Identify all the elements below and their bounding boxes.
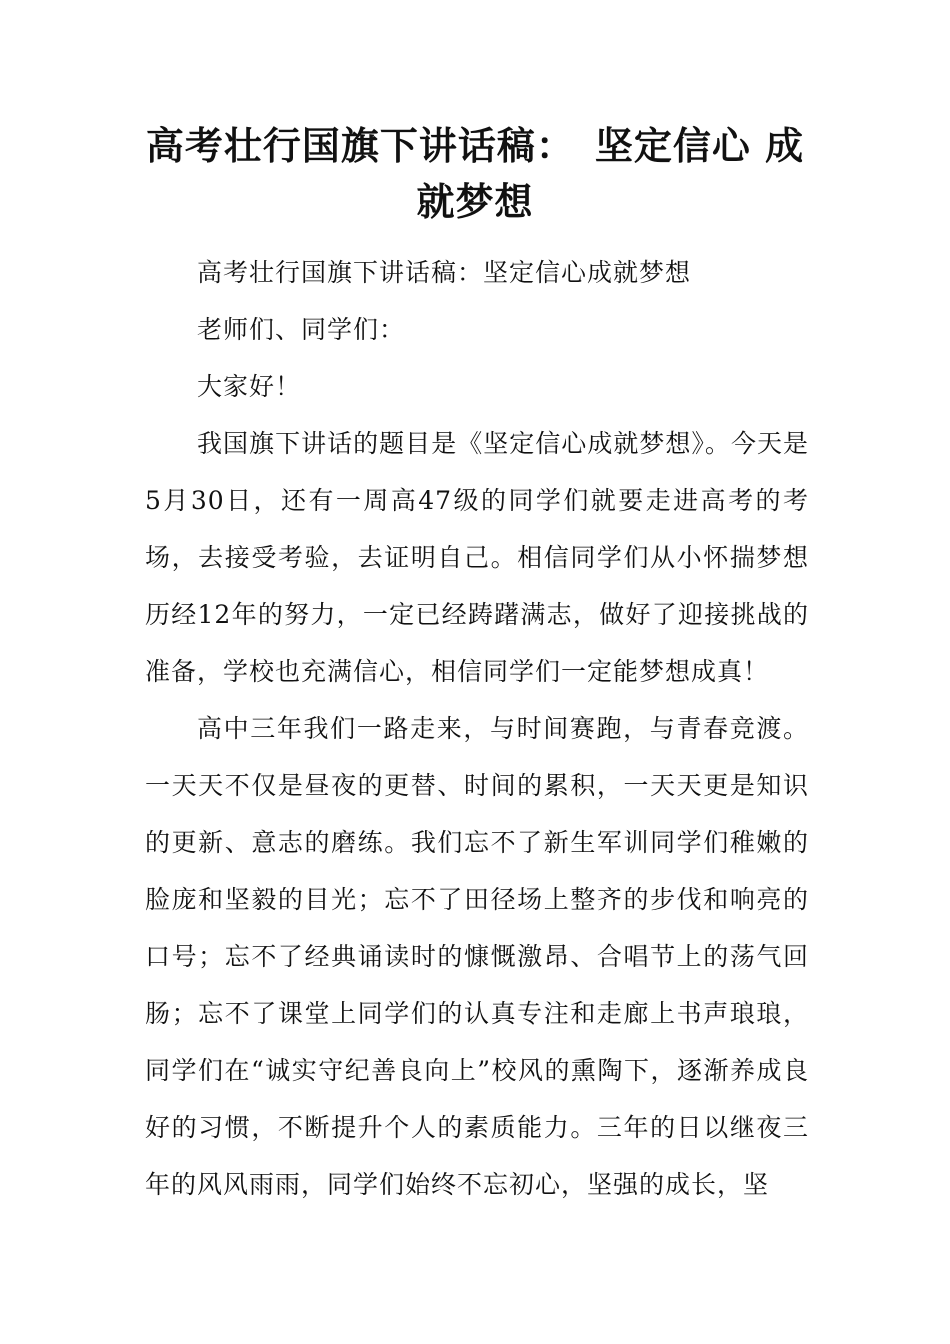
paragraph-greeting: 大家好！ — [197, 372, 302, 401]
document-title: 高考壮行国旗下讲话稿： 坚定信心 成就梦想 — [145, 123, 805, 224]
paragraph-subtitle: 高考壮行国旗下讲话稿：坚定信心成就梦想 — [197, 258, 692, 287]
paragraph-reflection: 高中三年我们一路走来，与时间赛跑，与青春竞渡。一天天不仅是昼夜的更替、时间的累积，一天天更是知识的更新、意志的磨练。我们忘不了新生军训同学们稚嫩的脸庞和坚毅的目光；忘不了田径场上整齐的步伐和响亮的口号；忘不了经典诵读时的慷慨激昂、合唱节上的荡气回肠；忘不了课堂上同学们的认真专注和走廊上书声琅琅，同学们在“诚实守纪善良向上”校风的熏陶下，逐渐养成良好的习惯，不断提升个人的素质能力。三年的日以继夜三年的风风雨雨，同学们始终不忘初心，坚强的成长，坚 — [145, 714, 809, 1199]
document-body — [145, 244, 809, 1213]
paragraph-topic: 我国旗下讲话的题目是《坚定信心成就梦想》。今天是5月30日，还有一周高47级的同学们就要走进高考的考场，去接受考验，去证明自己。相信同学们从小怀揣梦想历经12年的努力，一定已经踌躇满志，做好了迎接挑战的准备，学校也充满信心，相信同学们一定能梦想成真！ — [145, 429, 809, 686]
paragraph-salutation: 老师们、同学们： — [197, 315, 406, 344]
